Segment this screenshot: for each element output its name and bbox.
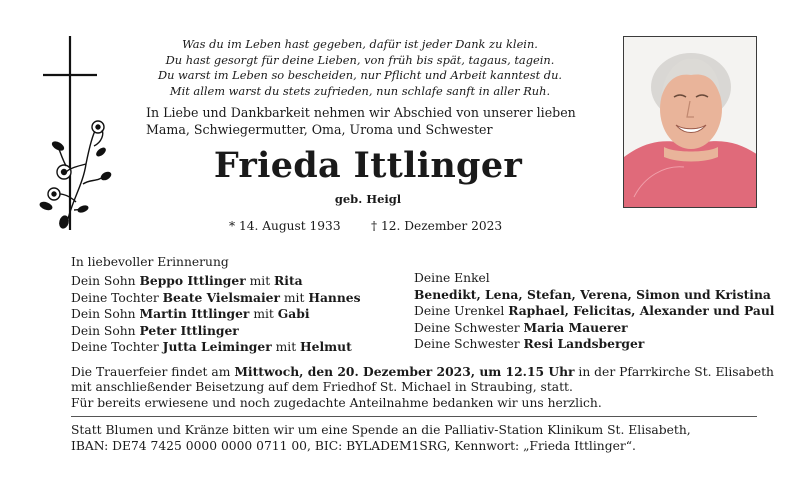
- partner-name: Gabi: [277, 306, 310, 322]
- donation-notice: [71, 422, 691, 454]
- funeral-line: Für bereits erwiesene und noch zugedachte Anteilnahme bedanken wir uns herzlich.: [71, 395, 602, 410]
- great-grandchildren-names: Raphael, Felicitas, Alexander und Paul: [508, 303, 775, 319]
- relation-text: Deine Schwester: [414, 320, 524, 335]
- portrait-photo: [623, 36, 757, 208]
- relation-text: Dein Sohn: [71, 307, 140, 322]
- intro-line: In Liebe und Dankbarkeit nehmen wir Abschied von unserer lieben: [146, 105, 576, 120]
- partner-name: Hannes: [308, 289, 361, 305]
- cross-icon: [28, 34, 118, 234]
- mourner-name: Beate Vielsmaier: [162, 289, 280, 305]
- sister-name: Maria Mauerer: [523, 319, 628, 335]
- mourner-line: [71, 273, 361, 289]
- verse-block: [130, 37, 590, 99]
- funeral-date: Mittwoch, den 20. Dezember 2023, um 12.15 Uhr: [234, 364, 575, 379]
- memory-heading: In liebevoller Erinnerung: [71, 255, 229, 269]
- enkel-names: [414, 287, 774, 304]
- donation-line: Statt Blumen und Kränze bitten wir um eine Spende an die Palliativ-Station Klinikum St. Elisabeth,: [71, 423, 691, 437]
- mourners-left: [71, 254, 361, 355]
- donation-line: IBAN: DE74 7425 0000 0000 0711 00, BIC: BYLADEM1SRG, Kennwort: „Frieda Ittlinger“.: [71, 439, 636, 453]
- sister-line: [414, 336, 774, 353]
- connector-text: mit: [249, 307, 278, 322]
- birth-date: * 14. August 1933: [229, 219, 341, 233]
- relation-text: Deine Tochter: [71, 340, 163, 355]
- flower-branch-icon: [39, 121, 111, 229]
- mourner-name: Beppo Ittlinger: [139, 273, 246, 289]
- death-date: † 12. Dezember 2023: [371, 219, 503, 233]
- funeral-line: mit anschließender Beisetzung auf dem Friedhof St. Michael in Straubing, statt.: [71, 380, 573, 395]
- mourner-line: [71, 290, 361, 306]
- birth-name: geb. Heigl: [334, 192, 402, 206]
- sister-line: [414, 320, 774, 337]
- deceased-name: Frieda Ittlinger: [213, 145, 523, 186]
- mourner-line: [71, 339, 361, 355]
- mourner-name: Jutta Leiminger: [162, 339, 272, 355]
- partner-name: Helmut: [300, 339, 352, 355]
- relation-text: Deine Schwester: [414, 337, 524, 352]
- connector-text: mit: [279, 290, 309, 305]
- relation-text: Dein Sohn: [71, 274, 140, 289]
- connector-text: mit: [271, 340, 301, 355]
- verse-line: Du hast gesorgt für deine Lieben, von früh bis spät, tagaus, tagein.: [165, 52, 555, 67]
- connector-text: mit: [245, 274, 275, 289]
- mourners-right: [414, 270, 774, 353]
- intro-text: [146, 105, 616, 138]
- partner-name: Rita: [274, 273, 303, 289]
- funeral-line: [71, 364, 774, 380]
- mourner-line: [71, 306, 361, 322]
- enkel-label: Deine Enkel: [414, 271, 490, 285]
- urenkel-line: [414, 303, 774, 320]
- mourner-name: Martin Ittlinger: [139, 306, 250, 322]
- mourner-name: Peter Ittlinger: [139, 322, 239, 338]
- intro-line: Mama, Schwiegermutter, Oma, Uroma und Schwester: [146, 121, 493, 137]
- verse-line: Du warst im Leben so bescheiden, nur Pflicht und Arbeit kanntest du.: [157, 68, 563, 83]
- funeral-notice: [71, 364, 774, 411]
- sister-name: Resi Landsberger: [523, 336, 645, 352]
- mourner-line: [71, 323, 361, 339]
- verse-line: Was du im Leben hast gegeben, dafür ist jeder Dank zu klein.: [182, 37, 538, 51]
- relation-text: Dein Sohn: [71, 323, 140, 338]
- verse-line: Mit allem warst du stets zufrieden, nun schlafe sanft in aller Ruh.: [169, 83, 551, 98]
- funeral-text: in der Pfarrkirche St. Elisabeth: [574, 365, 774, 379]
- relation-text: Deine Urenkel: [414, 304, 509, 319]
- divider: [71, 416, 757, 417]
- grandchildren-names: Benedikt, Lena, Stefan, Verena, Simon und Kristina: [414, 286, 771, 302]
- relation-text: Deine Tochter: [71, 290, 163, 305]
- funeral-text: Die Trauerfeier findet am: [71, 365, 235, 379]
